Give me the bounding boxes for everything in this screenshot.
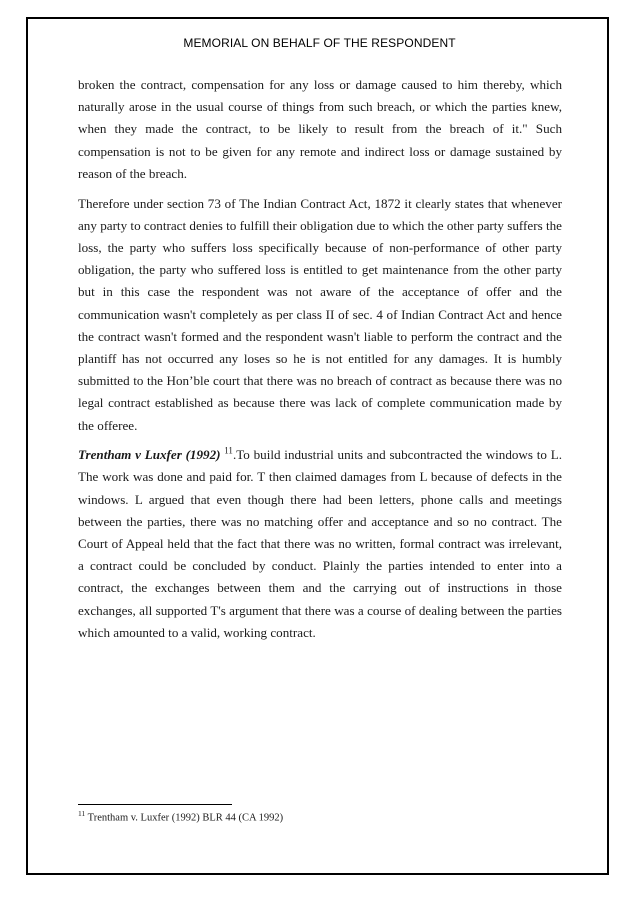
footnote-divider	[78, 804, 232, 805]
document-body	[78, 74, 562, 652]
case-description: .To build industrial units and subcontracted the windows to L. The work was done and paid for. T then claimed damages from L because of defects in the windows. L argued that even though there had been letters, phone calls and meetings between the parties, there was no matching offer and acceptance and so no contract. The Court of Appeal held that the fact that there was no written, formal contract was irrelevant, a contract could be concluded by conduct. Plainly the parties intended to enter into a contract, the exchanges between them and the carrying out of instructions in those exchanges, all supported T's argument that there was a course of dealing between the parties which amounted to a valid, working contract.	[78, 447, 562, 640]
footnote-reference[interactable]: 11	[224, 445, 233, 456]
paragraph-damages-definition: broken the contract, compensation for any loss or damage caused to him thereby, which naturally arose in the usual course of things from such breach, or which the parties knew, when they made the contract, to be likely to result from the breach of it." Such compensation is not to be given for any remote and indirect loss or damage sustained by reason of the breach.	[78, 77, 562, 181]
footnote-text: Trentham v. Luxfer (1992) BLR 44 (CA 1992)	[85, 812, 284, 824]
paragraph-trentham-case	[78, 444, 562, 644]
case-name: Trentham v Luxfer (1992)	[78, 447, 221, 463]
paragraph-section-73-argument: Therefore under section 73 of The Indian Contract Act, 1872 it clearly states that whenever any party to contract denies to fulfill their obligation due to which the other party suffers the loss, the party who suffers loss specifically because of non-performance of other party obligation, the party who suffered loss is entitled to get maintenance from the other party but in this case the respondent was not aware of the acceptance of offer and the communication wasn't completely as per class II of sec. 4 of Indian Contract Act and hence the contract wasn't formed and the respondent wasn't liable to perform the contract and the plantiff has not occurred any loses so he is not entitled for any damages. It is humbly submitted to the Hon’ble court that there was no breach of contract as because there was no legal contract established as because there was lack of complete communication made by the offeree.	[78, 195, 562, 433]
page-header: MEMORIAL ON BEHALF OF THE RESPONDENT	[183, 36, 456, 50]
footnote	[78, 809, 283, 824]
footnote-number: 11	[78, 809, 86, 818]
